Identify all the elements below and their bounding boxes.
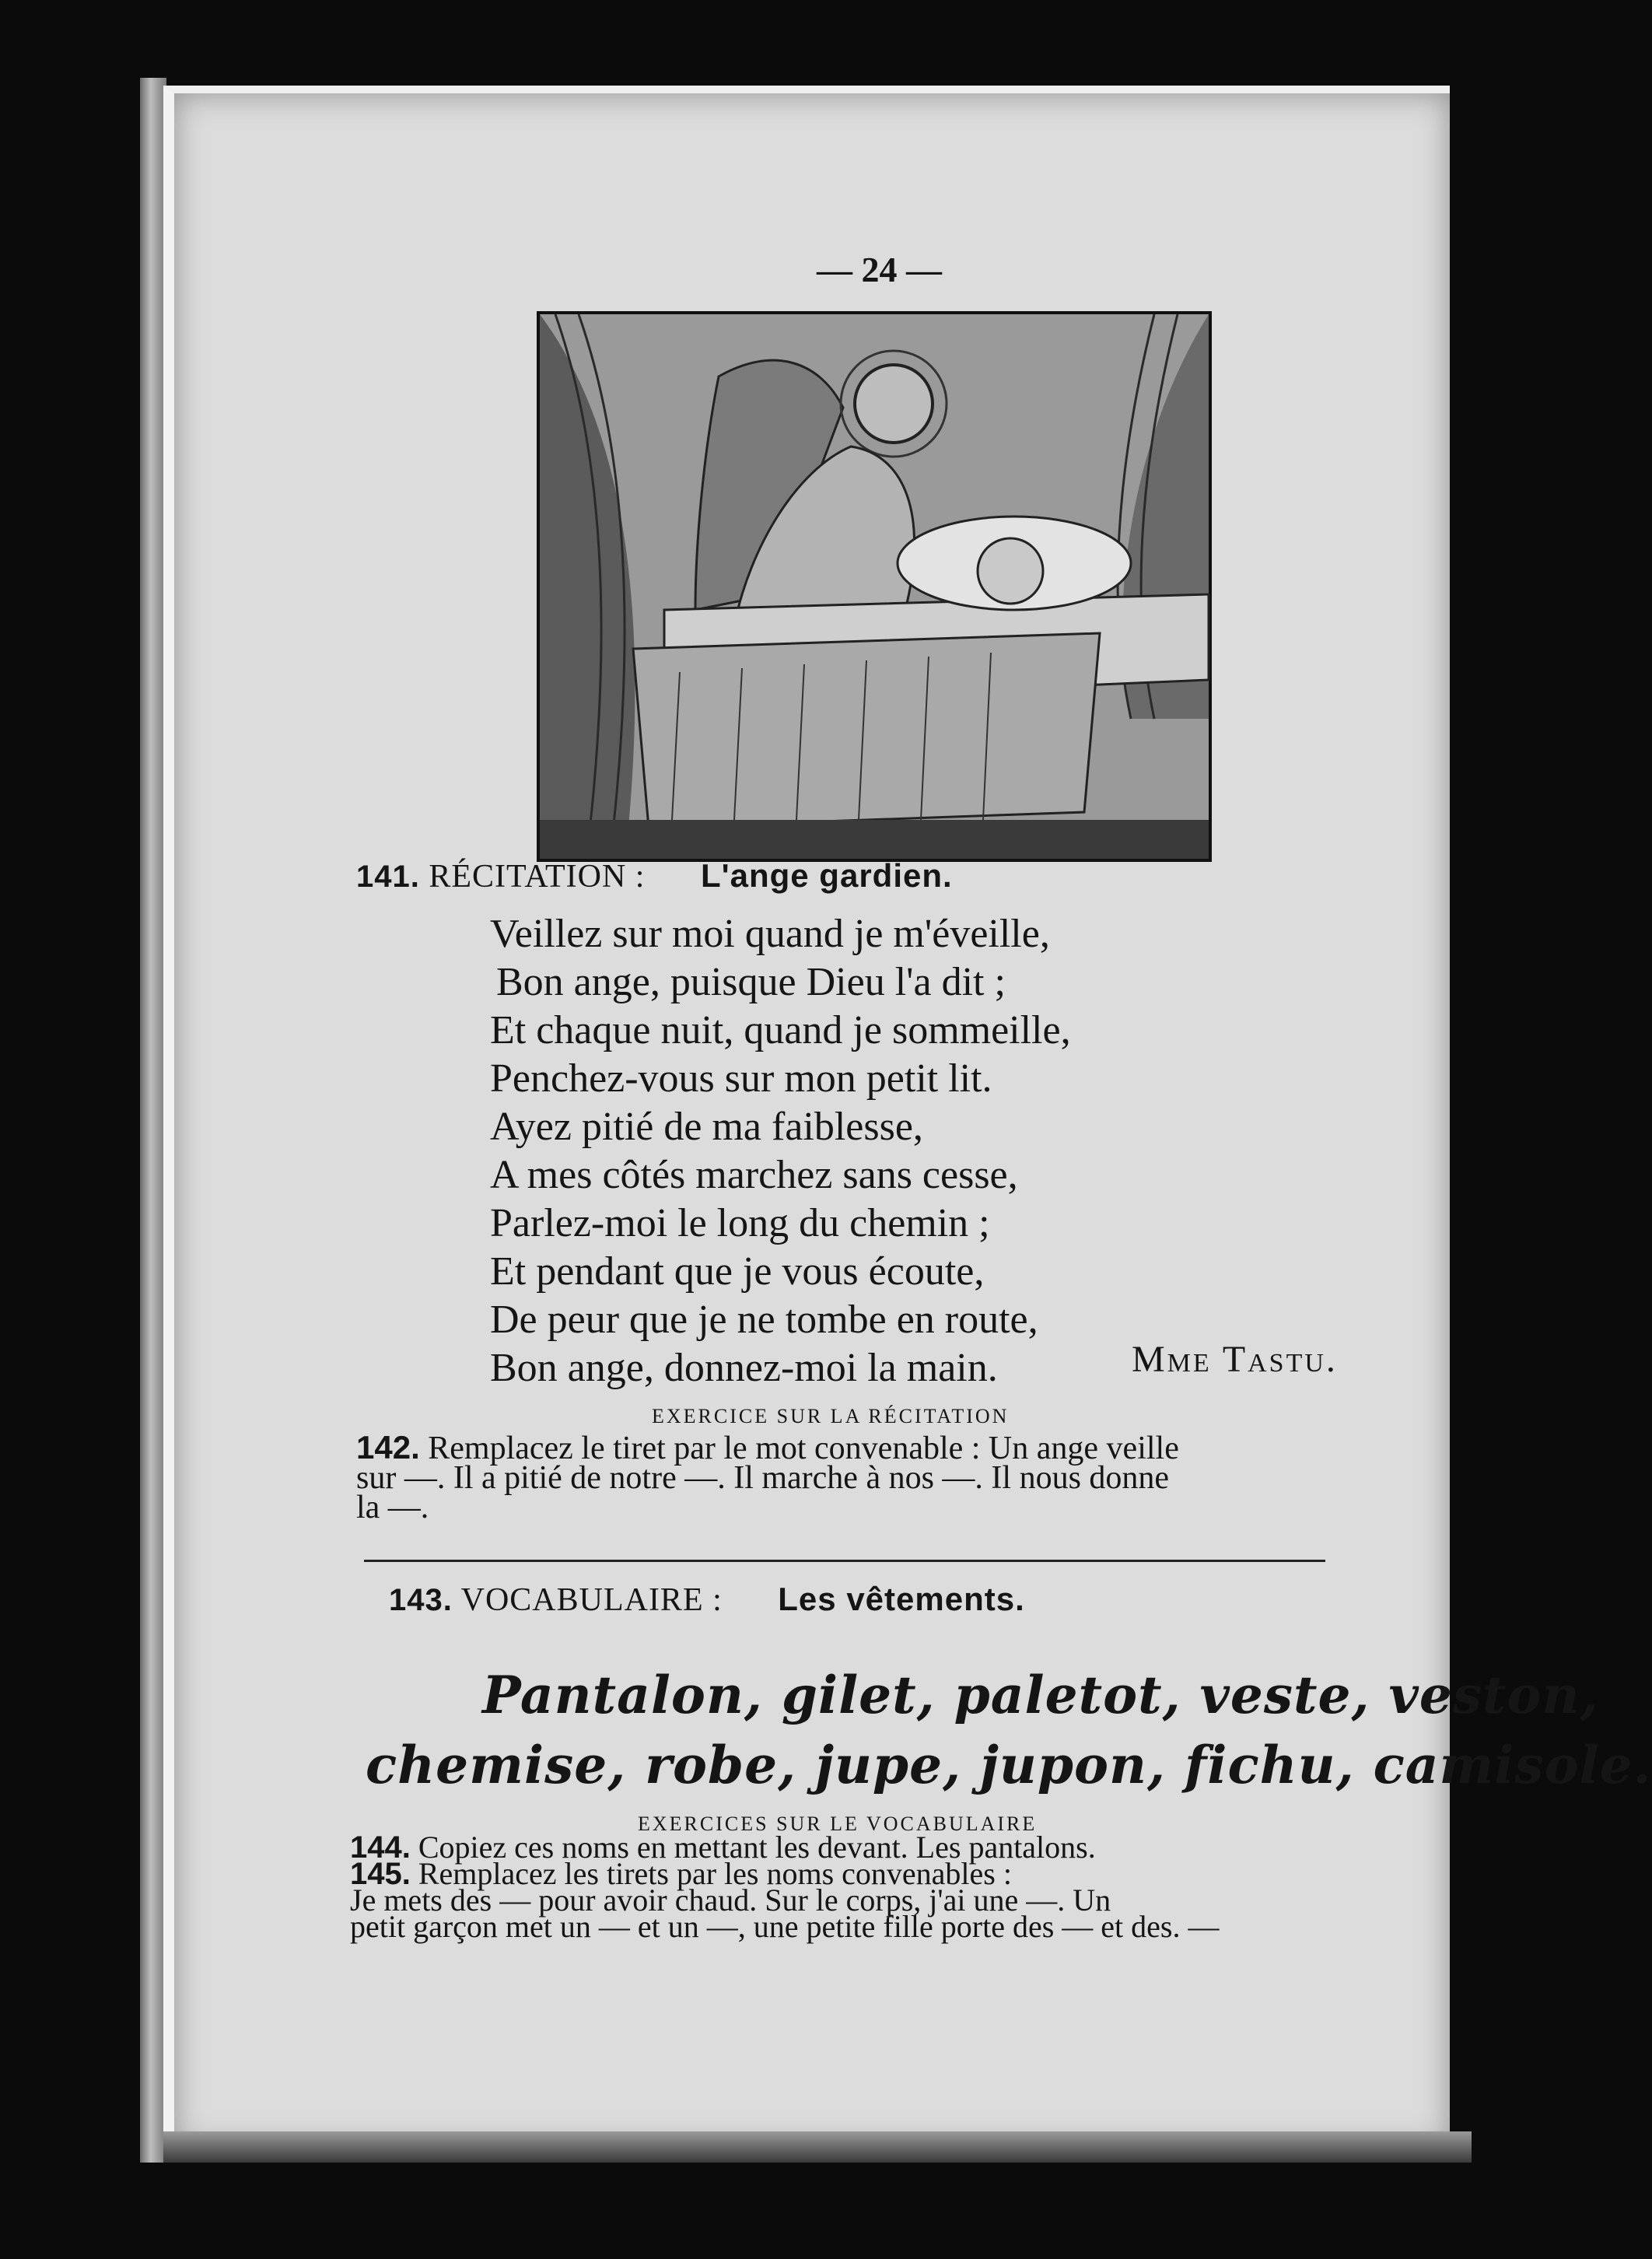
poem-line: Veillez sur moi quand je m'éveille, (490, 912, 1050, 956)
section-divider (364, 1560, 1325, 1562)
exercise-number: 145. (350, 1857, 411, 1891)
vocabulary-title: Les vêtements. (778, 1581, 1025, 1617)
exercise-text: Remplacez les tirets par les noms convenables : (418, 1856, 1012, 1891)
vocabulary-number: 143. (389, 1583, 453, 1617)
poem-line: Parlez-moi le long du chemin ; (490, 1201, 990, 1245)
guardian-angel-illustration (537, 311, 1212, 862)
exercises-144-145 (350, 1830, 1338, 1944)
recitation-number: 141. (356, 860, 420, 894)
exercise-line: Remplacez le tiret par le mot convenable : Un ange veille (428, 1431, 1179, 1466)
exercise-line (350, 1909, 1338, 1944)
recitation-label: RÉCITATION : (429, 859, 646, 895)
cursive-vocabulary-line: Pantalon, gilet, paletot, veste, veston, (482, 1665, 1599, 1725)
page-number: — 24 — (817, 250, 942, 289)
exercises-vocabulary-heading: EXERCICES SUR LE VOCABULAIRE (638, 1812, 1038, 1835)
exercise-number: 144. (350, 1830, 411, 1865)
poem-line: A mes côtés marchez sans cesse, (490, 1153, 1018, 1197)
poem-author: Mme Tastu. (1132, 1339, 1338, 1380)
exercise-text: petit garçon met un — et un —, une petite fille porte des — et des. — (350, 1909, 1220, 1944)
page-bottom-edge (163, 2131, 1472, 2163)
exercise-line: la —. (356, 1490, 429, 1525)
poem-line: Ayez pitié de ma faiblesse, (490, 1105, 923, 1149)
poem-line: Et chaque nuit, quand je sommeille, (490, 1008, 1071, 1052)
vocabulary-heading (389, 1581, 1025, 1619)
poem-line: Et pendant que je vous écoute, (490, 1249, 985, 1294)
poem (490, 910, 1071, 1392)
exercise-142 (356, 1429, 1328, 1525)
exercise-text: Je mets des — pour avoir chaud. Sur le corps, j'ai une —. Un (350, 1882, 1111, 1918)
book-binding (140, 78, 166, 2163)
poem-line: Penchez-vous sur mon petit lit. (490, 1056, 992, 1101)
exercise-line: sur —. Il a pitié de notre —. Il marche à nos —. Il nous donne (356, 1460, 1170, 1496)
poem-line: Bon ange, donnez-moi la main. (490, 1346, 998, 1390)
recitation-title: L'ange gardien. (700, 857, 953, 894)
exercise-number: 142. (356, 1429, 420, 1466)
exercise-text: Copiez ces noms en mettant les devant. Les pantalons. (418, 1830, 1096, 1865)
vocabulary-label: VOCABULAIRE : (460, 1582, 723, 1618)
recitation-heading (356, 857, 953, 895)
cursive-vocabulary-line: chemise, robe, jupe, jupon, fichu, camisole. (366, 1735, 1652, 1795)
exercise-recitation-heading: EXERCICE SUR LA RÉCITATION (652, 1405, 1010, 1427)
poem-line: De peur que je ne tombe en route, (490, 1298, 1038, 1342)
poem-line: Bon ange, puisque Dieu l'a dit ; (496, 960, 1006, 1004)
